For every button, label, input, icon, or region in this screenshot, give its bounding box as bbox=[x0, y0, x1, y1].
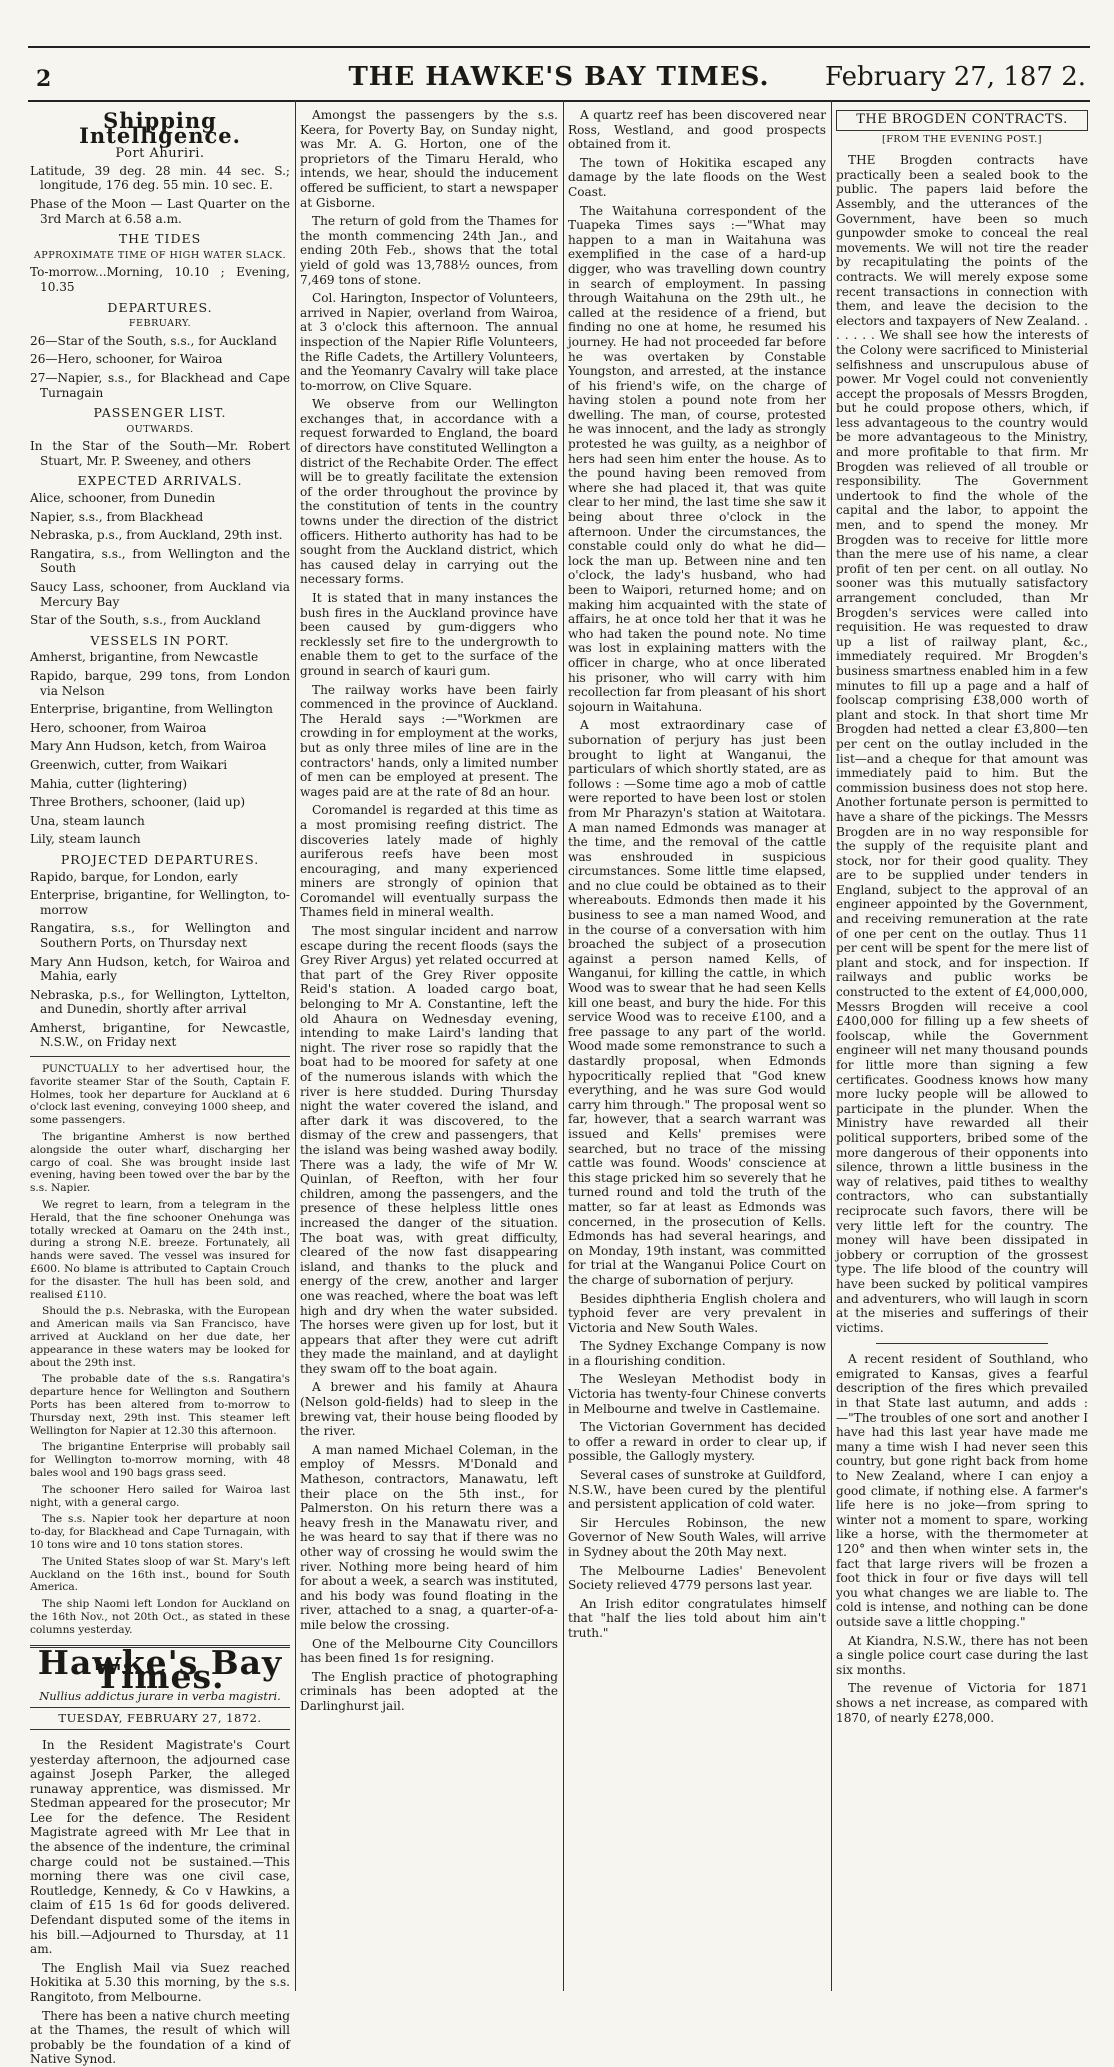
news-paragraph: The return of gold from the Thames for the month commencing 24th Jan., and ending 20th Feb., shows that the total yield of gold was 13,788½ ounces, from 7,469 tons of stone. bbox=[300, 214, 558, 287]
list-item: Napier, s.s., from Blackhead bbox=[30, 509, 204, 524]
news-paragraph: One of the Melbourne City Councillors has been fined 1s for resigning. bbox=[300, 1636, 558, 1666]
shipping-news-item: The United States sloop of war St. Mary's left Auckland on the 16th inst., bound for South America. bbox=[30, 1555, 290, 1594]
passenger-list-heading: PASSENGER LIST. bbox=[93, 405, 227, 421]
list-item: Hero, schooner, from Wairoa bbox=[30, 720, 207, 735]
column-divider bbox=[831, 100, 832, 1991]
port-heading: Port Ahuriri. bbox=[115, 146, 205, 162]
column-4 bbox=[836, 108, 1088, 1988]
news-paragraph: The Wesleyan Methodist body in Victoria has twenty-four Chinese converts in Melbourne and twelve in Castlemaine. bbox=[568, 1372, 826, 1416]
news-paragraph: Amongst the passengers by the s.s. Keera, for Poverty Bay, on Sunday night, was Mr. A. G. Horton, one of the proprietors of the Timaru Herald, who intends, we hear, should the inducement offered be sufficient, to start a newspaper at Gisborne. bbox=[300, 108, 558, 210]
expected-arrivals-heading: EXPECTED ARRIVALS. bbox=[77, 473, 243, 489]
news-paragraph: A most extraordinary case of subornation of perjury has just been brought to light at Wanganui, the particulars of which shortly stated, are as follows : —Some time ago a mob of cattle were reported to have been lost or stolen from Mr Pharazyn's station at Waitotara. A man named Edmonds was manager at the time, and the removal of the cattle was enshrouded in suspicious circumstances. Some little time elapsed, and no clue could be obtained as to their whereabouts. Edmonds then made it his business to see a man named Wood, and in the course of a conversation with him broached the subject of a prosecution against a person named Kells, of Wanganui, for killing the cattle, in which Wood was to swear that he had seen Kells kill one beast, and bury the hide. For this service Wood was to receive £100, and a free passage to any part of the world. Wood made some remonstrance to such a dastardly proposal, when Edmonds hypocritically replied that "God knew everything, and he was sure God would carry him through." The proposal went so far, however, that a search warrant was issued and Kells' premises were searched, but no trace of the missing cattle was found. Woods' conscience at this stage pricked him so severely that he turned round and told the truth of the matter, so far at least as Edmonds was concerned, in the prosecution of Kells. Edmonds has had several hearings, and on Monday, 19th instant, was committed for trial at the Wanganui Police Court on the charge of subornation of perjury. bbox=[568, 718, 826, 1287]
list-item: Una, steam launch bbox=[30, 813, 145, 828]
news-paragraph: Besides diphtheria English cholera and typhoid fever are very prevalent in Victoria and New South Wales. bbox=[568, 1291, 826, 1335]
tides-times: To-morrow...Morning, 10.10 ; Evening, 10.35 bbox=[30, 265, 290, 294]
news-paragraph: The most singular incident and narrow escape during the recent floods (says the Grey River Argus) yet related occurred at that part of the Grey River opposite Reid's station. A loaded cargo boat, belonging to Mr A. Constantine, left the old Ahaura on Wednesday evening, intending to make Laird's landing that night. The river rose so rapidly that the boat had to be moored for safety at one of the numerous islands with which the river is here studded. During Thursday night the water covered the island, and after dark it was discovered, to the dismay of the crew and passengers, that the island was being washed away bodily. There was a lady, the wife of Mr W. Quinlan, of Reefton, with her four children, among the passengers, and the presence of these helpless little ones increased the danger of the situation. The boat was, with great difficulty, cleared of the now fast disappearing island, and thanks to the pluck and energy of the crew, another and larger one was reached, where the boat was left high and dry when the water subsided. The horses were given up for lost, but it appears that after they were cut adrift they made the mainland, and at daylight they swam off to the boat again. bbox=[300, 924, 558, 1376]
issue-date-header: February 27, 187 2. bbox=[824, 62, 1086, 92]
divider bbox=[30, 1056, 290, 1057]
list-item: Lily, steam launch bbox=[30, 832, 141, 847]
page-number: 2 bbox=[36, 66, 52, 92]
column-1 bbox=[30, 108, 290, 2067]
list-item: Mary Ann Hudson, ketch, from Wairoa bbox=[30, 739, 267, 754]
top-rule bbox=[28, 46, 1090, 48]
header-rule bbox=[28, 100, 1090, 102]
shipping-news-item: Should the p.s. Nebraska, with the European and American mails via San Francisco, have arrived at Auckland on her due date, her appearance in these waters may be looked for about the 29th inst. bbox=[30, 1305, 290, 1369]
list-item: Mary Ann Hudson, ketch, for Wairoa and Mahia, early bbox=[30, 954, 290, 984]
list-item: Amherst, brigantine, for Newcastle, N.S.W., on Friday next bbox=[30, 1020, 290, 1050]
tides-subheading: APPROXIMATE TIME OF HIGH WATER SLACK. bbox=[33, 249, 287, 261]
departures-month: FEBRUARY. bbox=[128, 318, 192, 330]
news-paragraph: The Waitahuna correspondent of the Tuapeka Times says :—"What may happen to a man in Waitahuna was exemplified in the case of a hard-up digger, who was travelling down country in search of employment. In passing through Waitahuna on the 29th ult., he called at the residence of a friend, but finding no one at home, he resumed his journey. He had not proceeded far before he was overtaken by Constable Youngston, and arrested, at the instance of his friend's wife, on the charge of having stolen a pound note from her dwelling. The man, of course, protested he was innocent, and the lady as strongly protested he was guilty, as a neighbor of hers had seen him enter the house. As to the pound having been removed from where she had placed it, that was quite clear to her mind, the last time she saw it being about three o'clock in the afternoon. Under the circumstances, the constable could only do what he did—lock the man up. Between nine and ten o'clock, the lady's husband, who had been to Waipori, returned home; and on making him acquainted with the state of affairs, he at once told her that it was he who had taken the pound note. No time was lost in explaining matters with the officer in charge, who at once liberated his prisoner, who will carry with him recollection far from pleasant of his short sojourn in Waitahuna. bbox=[568, 203, 826, 714]
news-paragraph: A brewer and his family at Ahaura (Nelson gold-fields) had to sleep in the brewing vat, their house being flooded by the river. bbox=[300, 1380, 558, 1439]
list-item: 27—Napier, s.s., for Blackhead and Cape Turnagain bbox=[30, 370, 290, 400]
list-item: Alice, schooner, from Dunedin bbox=[30, 491, 216, 506]
shipping-news-item: The ship Naomi left London for Auckland on the 16th Nov., not 20th Oct., as stated in these columns yesterday. bbox=[30, 1598, 290, 1636]
list-item: Enterprise, brigantine, from Wellington bbox=[30, 702, 273, 717]
latitude: Latitude, 39 deg. 28 min. 44 sec. S.; longitude, 176 deg. 55 min. 10 sec. E. bbox=[30, 163, 290, 193]
list-item: Saucy Lass, schooner, from Auckland via Mercury Bay bbox=[30, 580, 290, 609]
shipping-news-item: We regret to learn, from a telegram in the Herald, that the fine schooner Onehunga was totally wrecked at Oamaru on the 24th inst., during a strong N.E. breeze. Fortunately, all hands were saved. The vessel was insured for £600. No blame is attributed to Captain Crouch for the disaster. The hull has been sold, and realised £110. bbox=[30, 1199, 290, 1301]
outwards-label: OUTWARDS. bbox=[126, 423, 194, 435]
list-item: Nebraska, p.s., for Wellington, Lyttelton, and Dunedin, shortly after arrival bbox=[30, 987, 290, 1017]
news-paragraph: The revenue of Victoria for 1871 shows a net increase, as compared with 1870, of nearly £278,000. bbox=[836, 1681, 1088, 1725]
brogden-heading: THE BROGDEN CONTRACTS. bbox=[836, 110, 1088, 131]
list-item: Star of the South, s.s., from Auckland bbox=[30, 613, 261, 628]
column-2 bbox=[300, 108, 558, 1988]
list-item: Rangatira, s.s., for Wellington and Southern Ports, on Thursday next bbox=[30, 921, 290, 950]
news-paragraph: We observe from our Wellington exchanges that, in accordance with a request forwarded to England, the board of directors have constituted Wellington a district of the Rechabite Order. The effect will be to greatly facilitate the extension of the order throughout the province by the constitution of tents in the country towns under the direction of the district officers. Hitherto authority has had to be sought from the Auckland district, which has caused delay in carrying out the necessary forms. bbox=[300, 397, 558, 587]
shipping-news-item: The brigantine Enterprise will probably sail for Wellington to-morrow morning, with 48 bales wool and 190 bags grass seed. bbox=[30, 1441, 290, 1479]
news-paragraph: The Sydney Exchange Company is now in a flourishing condition. bbox=[568, 1339, 826, 1368]
list-item: Mahia, cutter (lightering) bbox=[30, 776, 188, 791]
article-paragraph: THE Brogden contracts have practically been a sealed book to the public. The papers laid before the Assembly, and the utterances of the Government, have been so much gunpowder smoke to conceal the real movements. We will not tire the reader by recapitulating the points of the contracts. We will merely expose some recent transactions in connection with them, and leave the decision to the electors and taxpayers of New Zealand. . . . . . . We shall see how the interests of the Colony were sacrificed to Ministerial selfishness and unscrupulous abuse of power. Mr Vogel could not conveniently accept the proposals of Messrs Brogden, but he could propose others, which, if less advantageous to the country would be more advantageous to the Ministry, and more profitable to that firm. Mr Brogden was relieved of all trouble or responsibility. The Government undertook to find the whole of the capital and the labor, to appoint the men, and to spend the money. Mr Brogden was to receive for little more than the mere use of his name, a clear profit of ten per cent. on all outlay. No sooner was this mutually satisfactory arrangement concluded, than Mr Brogden's services were called into requisition. He was requested to draw up a list of railway plant, &c., immediately required. Mr Brogden's business smartness enabled him in a few minutes to fill up a page and a half of foolscap comprising £38,000 worth of plant and stock. In that short time Mr Brogden had netted a clear £3,800—ten per cent on the outlay included in the list—and a cheque for that amount was immediately paid to him. But the commission business does not stop here. Another fortunate person is permitted to have a share of the pickings. The Messrs Brogden are in no way responsible for the supply of the requisite plant and stock, nor for their good quality. They are to be supplied under tenders in England, subject to the approval of an engineer appointed by the Government, and receiving remuneration at the rate of one per cent on the outlay. Thus 11 per cent will be spent for the mere list of plant and stock, and for inspection. If railways and public works be constructed to the extent of £4,000,000, Messrs Brogden will receive a cool £400,000 for filling up a few sheets of foolscap, while the Government engineer will net many thousand pounds for little more than signing a few certificates. Goodness knows how many more lucky people will be allowed to participate in the plunder. When the Ministry have rewarded all their political supporters, bribed some of the more dangerous of their opponents into silence, thrown a little business in the way of relatives, paid tithes to wealthy contractors, who can substantially reciprocate such favors, there will be very little left for the country. The money will have been dissipated in jobbery or corruption of the grossest type. The life blood of the country will have been sucked by political vampires and adventurers, who will laugh in scorn at the miseries and sufferings of their victims. bbox=[836, 153, 1088, 1335]
list-item: Rapido, barque, 299 tons, from London via Nelson bbox=[30, 669, 290, 698]
list-item: Enterprise, brigantine, for Wellington, to-morrow bbox=[30, 888, 290, 917]
masthead bbox=[28, 58, 1090, 98]
article-source: [FROM THE EVENING POST.] bbox=[881, 133, 1043, 145]
news-paragraph: Sir Hercules Robinson, the new Governor of New South Wales, will arrive in Sydney about the 20th May next. bbox=[568, 1515, 826, 1559]
column-divider bbox=[563, 100, 564, 1991]
editorial-paragraph: In the Resident Magistrate's Court yesterday afternoon, the adjourned case against Joseph Parker, the alleged runaway apprentice, was dismissed. Mr Stedman appeared for the prosecutor; Mr Lee for the defence. The Resident Magistrate agreed with Mr Lee that in the absence of the indenture, the criminal charge could not be sustained.—This morning there was one civil case, Routledge, Kennedy, & Co v Hawkins, a claim of £15 1s 6d for goods delivered. Defendant disputed some of the items in his bill.—Adjourned to Thursday, at 11 am. bbox=[30, 1737, 290, 1957]
list-item: Rangatira, s.s., from Wellington and the South bbox=[30, 546, 290, 576]
shipping-news-item: The brigantine Amherst is now berthed alongside the outer wharf, discharging her cargo of coal. She was brought inside last evening, having been towed over the bar by the s.s. Napier. bbox=[30, 1131, 290, 1195]
list-item: 26—Star of the South, s.s., for Auckland bbox=[30, 333, 277, 348]
list-item: Rapido, barque, for London, early bbox=[30, 869, 238, 884]
news-paragraph: The town of Hokitika escaped any damage by the late floods on the West Coast. bbox=[568, 155, 826, 199]
news-paragraph: An Irish editor congratulates himself that "half the lies told about him ain't truth." bbox=[568, 1596, 826, 1640]
projected-departures-heading: PROJECTED DEPARTURES. bbox=[60, 851, 260, 867]
list-item: 26—Hero, schooner, for Wairoa bbox=[30, 352, 223, 367]
shipping-news-item: The schooner Hero sailed for Wairoa last night, with a general cargo. bbox=[30, 1483, 290, 1509]
editorial-paragraph: The English Mail via Suez reached Hokitika at 5.30 this morning, by the s.s. Rangitoto, from Melbourne. bbox=[30, 1960, 290, 2004]
shipping-news-item: PUNCTUALLY to her advertised hour, the favorite steamer Star of the South, Captain F. Holmes, took her departure for Auckland at 6 o'clock last evening, conveying 1000 sheep, and some passengers. bbox=[30, 1063, 290, 1127]
moon-phase: Phase of the Moon — Last Quarter on the 3rd March at 6.58 a.m. bbox=[30, 196, 290, 226]
passenger-entry: In the Star of the South—Mr. Robert Stuart, Mr. P. Sweeney, and others bbox=[30, 439, 290, 468]
news-paragraph: The Melbourne Ladies' Benevolent Society relieved 4779 persons last year. bbox=[568, 1563, 826, 1593]
news-paragraph: Several cases of sunstroke at Guildford, N.S.W., have been cured by the plentiful and persistent application of cold water. bbox=[568, 1468, 826, 1512]
vessels-in-port-heading: VESSELS IN PORT. bbox=[90, 632, 230, 648]
departures-heading: DEPARTURES. bbox=[107, 299, 213, 315]
divider bbox=[876, 1343, 1048, 1344]
news-paragraph: A recent resident of Southland, who emigrated to Kansas, gives a fearful description of the fires which prevailed in that State last autumn, and adds :—"The troubles of one sort and another I have had this last year have made me many a time wish I had never seen this country, but gone right back from home to New Zealand, where I can enjoy a good climate, if nothing else. A farmer's life here is no joke—from spring to winter not a moment to spare, working like a horse, with the thermometer at 120° and then when winter sets in, the fact that large rivers will be frozen a foot thick in four or five days will tell you what changes we are liable to. The cold is intense, and nothing can be done outside save a little chopping." bbox=[836, 1352, 1088, 1629]
tides-heading: THE TIDES bbox=[118, 231, 202, 247]
editorial-paragraph: There has been a native church meeting at the Thames, the result of which will probably be the foundation of a kind of Native Synod. bbox=[30, 2008, 290, 2067]
shipping-heading: Shipping Intelligence. bbox=[79, 108, 241, 148]
column-divider bbox=[295, 100, 296, 1991]
news-paragraph: A quartz reef has been discovered near Ross, Westland, and good prospects obtained from it. bbox=[568, 108, 826, 152]
news-paragraph: Col. Harington, Inspector of Volunteers, arrived in Napier, overland from Wairoa, at 3 o'clock this afternoon. The annual inspection of the Napier Rifle Volunteers, the Rifle Cadets, the Artillery Volunteers, and the Yeomanry Cavalry will take place to-morrow, on Clive Square. bbox=[300, 291, 558, 393]
motto: Nullius addictus jurare in verba magistri. bbox=[39, 1688, 281, 1703]
list-item: Greenwich, cutter, from Waikari bbox=[30, 757, 228, 772]
news-paragraph: Coromandel is regarded at this time as a most promising reefing district. The discoveries lately made of highly auriferous reefs have been most encouraging, and many experienced miners are strongly of opinion that Coromandel will eventually surpass the Thames field in mineral wealth. bbox=[300, 803, 558, 920]
paper-nameplate: Hawke's Bay Times. bbox=[37, 1642, 283, 1697]
shipping-news-item: The s.s. Napier took her departure at noon to-day, for Blackhead and Cape Turnagain, with 10 tons wire and 10 tons station stores. bbox=[30, 1513, 290, 1551]
column-3 bbox=[568, 108, 826, 1988]
list-item: Nebraska, p.s., from Auckland, 29th inst. bbox=[30, 528, 283, 543]
shipping-news-item: The probable date of the s.s. Rangatira's departure hence for Wellington and Southern Ports has been altered from to-morrow to Thursday next, 29th inst. This steamer left Wellington for Napier at 12.30 this afternoon. bbox=[30, 1373, 290, 1437]
news-paragraph: The English practice of photographing criminals has been adopted at the Darlinghurst jail. bbox=[300, 1669, 558, 1713]
news-paragraph: At Kiandra, N.S.W., there has not been a single police court case during the last six months. bbox=[836, 1633, 1088, 1677]
news-paragraph: The Victorian Government has decided to offer a reward in order to clear up, if possible, the Gallogly mystery. bbox=[568, 1420, 826, 1464]
newspaper-title: THE HAWKE'S BAY TIMES. bbox=[348, 62, 770, 92]
news-paragraph: A man named Michael Coleman, in the employ of Messrs. M'Donald and Matheson, contractors, Manawatu, left their place on the 5th inst., for Palmerston. On his return there was a heavy fresh in the Manawatu river, and he was heard to say that if there was no other way of crossing he would swim the river. Nothing more being heard of him for about a week, a search was instituted, and his body was found floating in the river, attached to a snag, a quarter-of-a-mile below the crossing. bbox=[300, 1442, 558, 1632]
news-paragraph: It is stated that in many instances the bush fires in the Auckland province have been caused by gum-diggers who recklessly set fire to the undergrowth to enable them to get to the surface of the ground in search of kauri gum. bbox=[300, 591, 558, 678]
list-item: Amherst, brigantine, from Newcastle bbox=[30, 650, 259, 665]
news-paragraph: The railway works have been fairly commenced in the province of Auckland. The Herald says :—"Workmen are crowding in for employment at the works, but as only three miles of line are in the contractors' hands, only a limited number of men can be employed at present. The wages paid are at the rate of 8d an hour. bbox=[300, 682, 558, 799]
editorial-date: TUESDAY, FEBRUARY 27, 1872. bbox=[30, 1707, 290, 1730]
list-item: Three Brothers, schooner, (laid up) bbox=[30, 795, 246, 810]
